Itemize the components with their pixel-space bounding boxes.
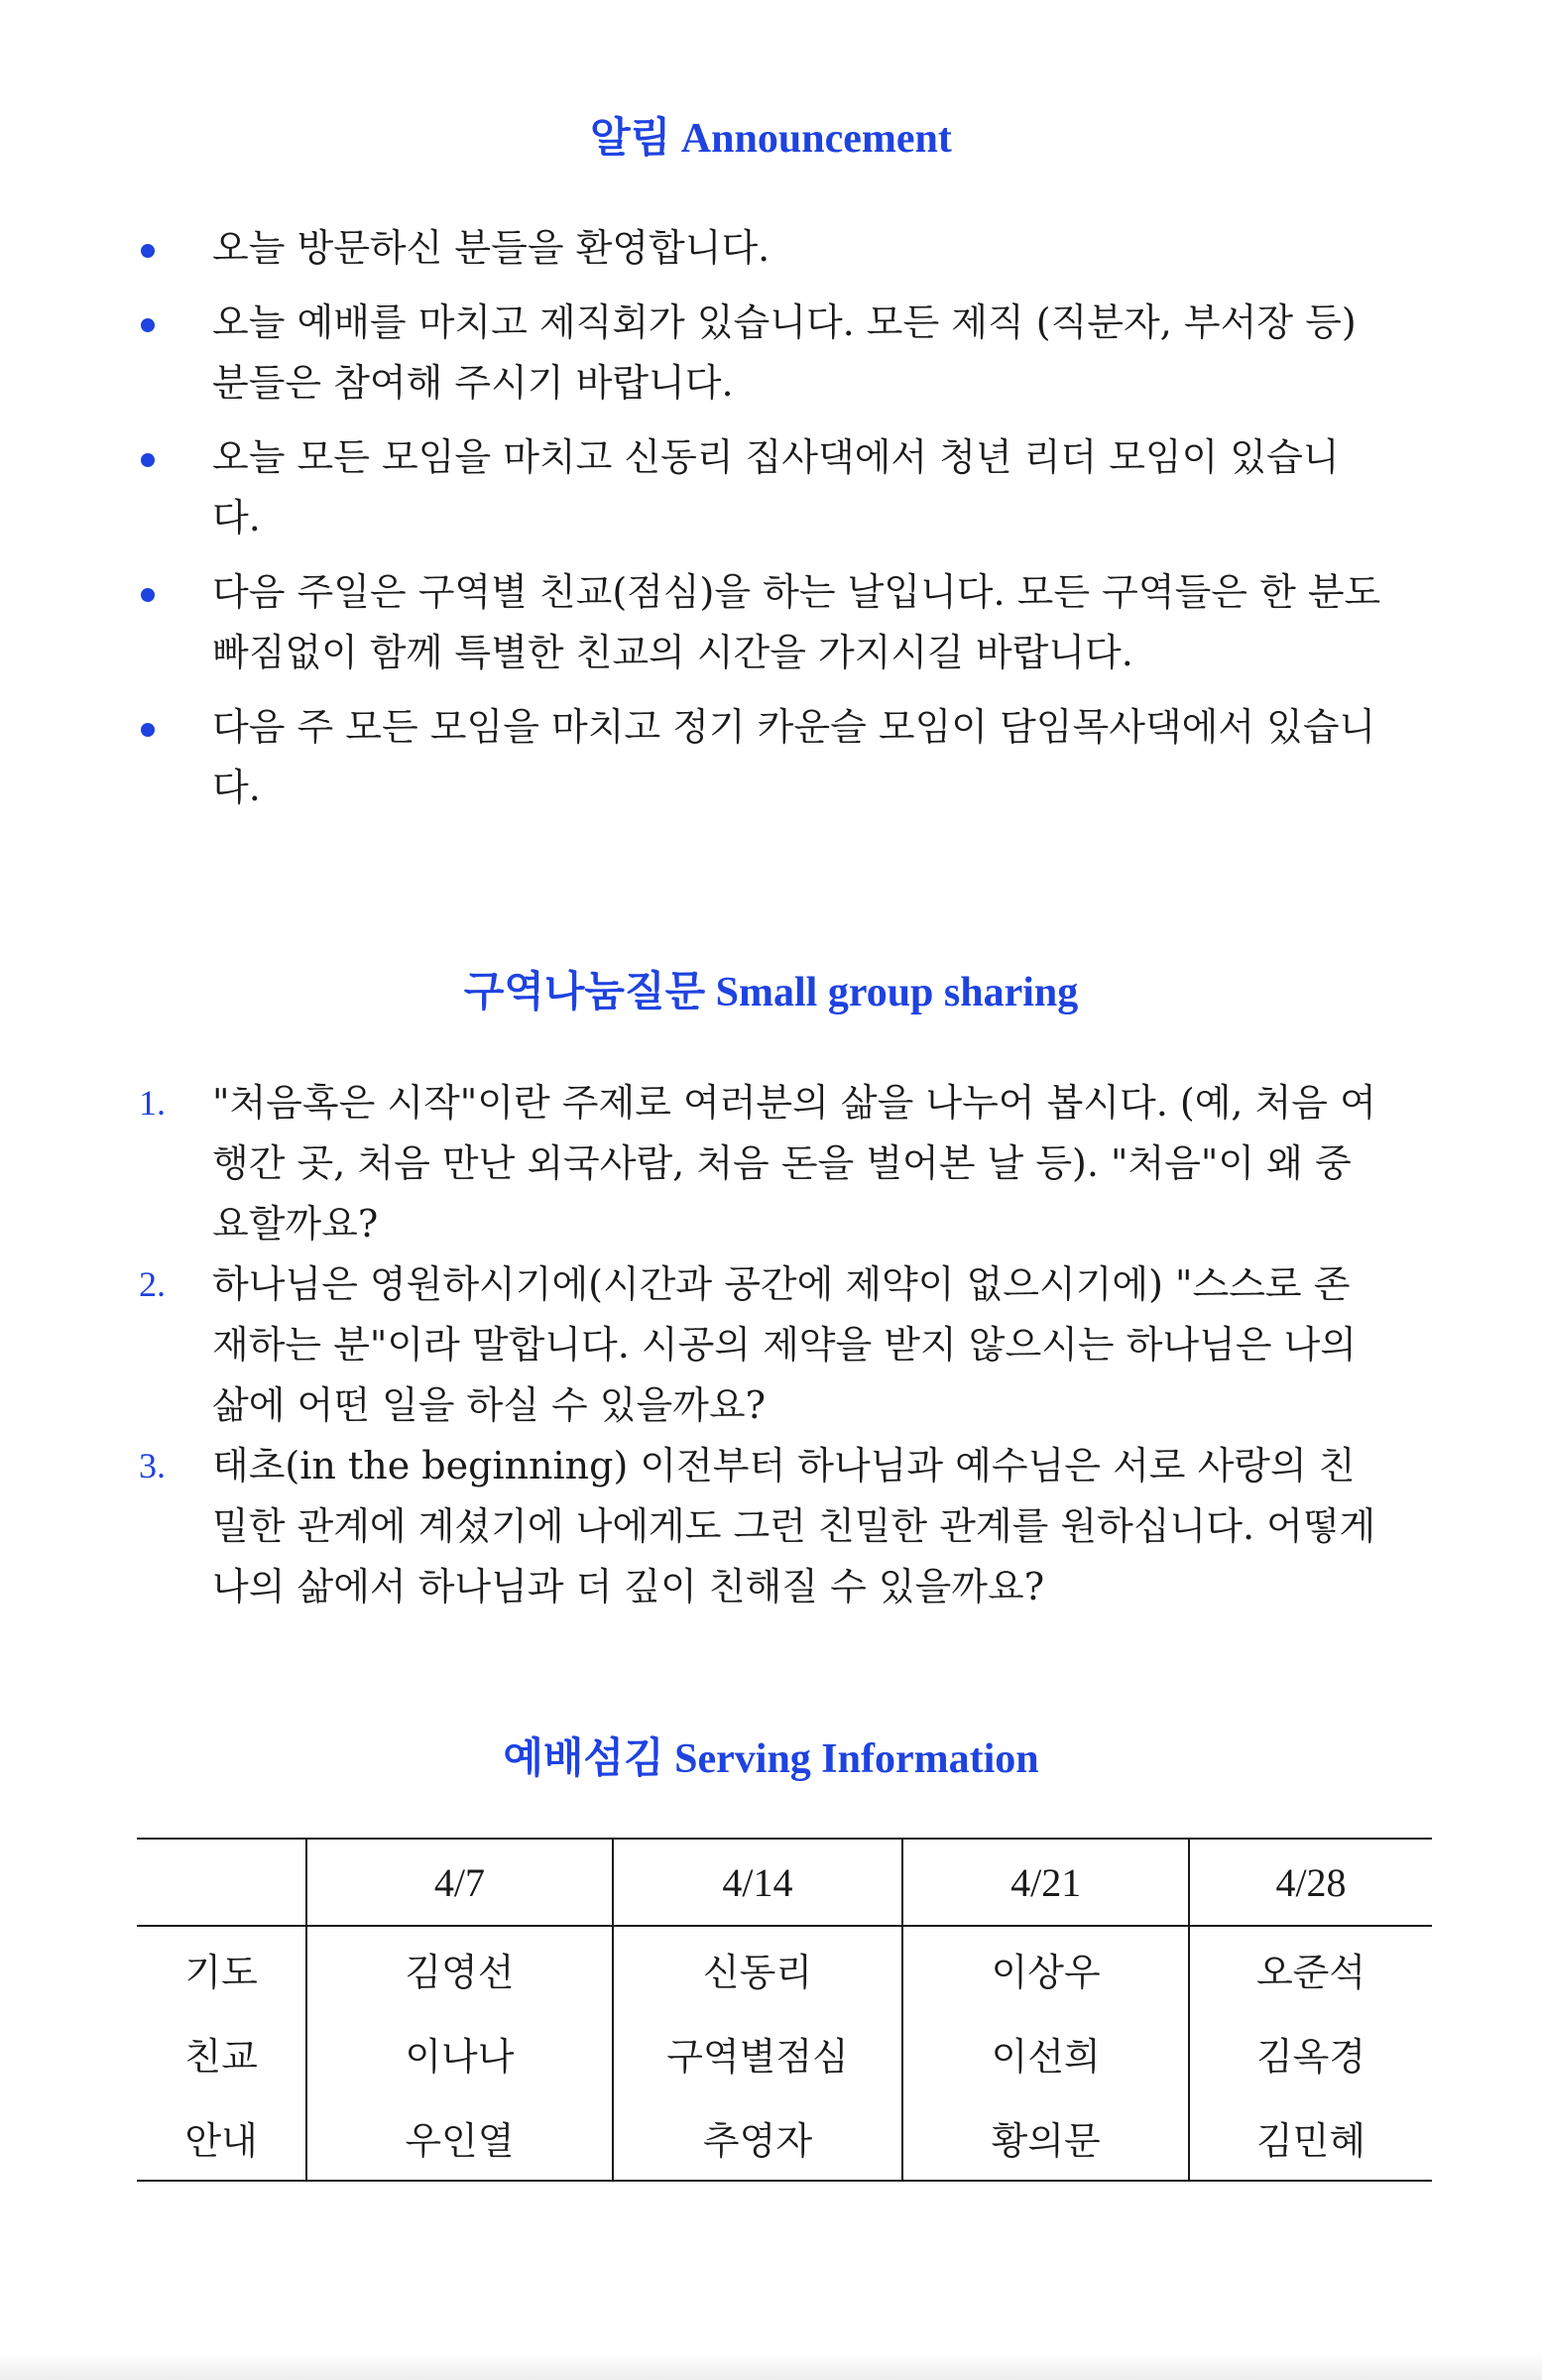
serving-name-cell: 추영자 (613, 2095, 903, 2181)
announcement-text: 다음 주 모든 모임을 마치고 정기 카운슬 모임이 담임목사댁에서 있습니다. (212, 705, 1376, 809)
table-row (137, 2011, 1432, 2095)
question-text: 태초(in the beginning) 이전부터 하나님과 예수님은 서로 사랑의 친밀한 관계에 계셨기에 나에게도 그런 친밀한 관계를 원하십니다. 어떻게 나의 삶에서 하나님과 더 깊이 친해질 수 있을까요? (212, 1444, 1376, 1608)
role-label: 친교 (184, 2035, 258, 2079)
table-row (137, 1926, 1432, 2011)
announcement-item (137, 427, 1386, 548)
bullet-icon (141, 453, 155, 467)
role-label: 기도 (184, 1951, 258, 1994)
bullet-icon (141, 723, 155, 737)
role-header-cell (137, 1839, 306, 1926)
serving-name-cell: 이선희 (902, 2011, 1189, 2095)
announcement-text: 다음 주일은 구역별 친교(점심)을 하는 날입니다. 모든 구역들은 한 분도 빠짐없이 함께 특별한 친교의 시간을 가지시길 바랍니다. (212, 570, 1381, 674)
question-number: 3. (139, 1446, 166, 1486)
question-number: 2. (139, 1264, 166, 1304)
announcement-item (137, 218, 1386, 279)
serving-name-cell: 신동리 (613, 1926, 903, 2011)
sharing-heading: 구역나눔질문 Small group sharing (463, 970, 1079, 1015)
sharing-question (137, 1073, 1386, 1254)
serving-name-cell: 이상우 (902, 1926, 1189, 2011)
serving-name-cell: 이나나 (306, 2011, 612, 2095)
announcement-item (137, 562, 1386, 683)
sharing-question-list (137, 1073, 1386, 1617)
announcement-item (137, 293, 1386, 414)
question-text: "처음혹은 시작"이란 주제로 여러분의 삶을 나누어 봅시다. (예, 처음 여행간 곳, 처음 만난 외국사람, 처음 돈을 벌어본 날 등). "처음"이 왜 중요할까요? (212, 1081, 1376, 1246)
question-number: 1. (139, 1083, 166, 1123)
announcement-text: 오늘 모든 모임을 마치고 신동리 집사댁에서 청년 리더 모임이 있습니다. (212, 435, 1340, 539)
page-bottom-shadow (0, 2354, 1542, 2380)
sharing-question (137, 1436, 1386, 1617)
announcement-list (137, 218, 1386, 832)
date-header: 4/14 (613, 1839, 903, 1926)
serving-name-cell: 김영선 (306, 1926, 612, 2011)
date-header: 4/21 (902, 1839, 1189, 1926)
role-label: 안내 (184, 2119, 258, 2163)
serving-name-cell: 오준석 (1189, 1926, 1432, 2011)
serving-name-cell: 김민혜 (1189, 2095, 1432, 2181)
table-row (137, 2095, 1432, 2181)
question-text: 하나님은 영원하시기에(시간과 공간에 제약이 없으시기에) "스스로 존재하는 분"이라 말합니다. 시공의 제약을 받지 않으시는 하나님은 나의 삶에 어떤 일을 하실 수 있을까요? (212, 1262, 1358, 1427)
sharing-question (137, 1254, 1386, 1436)
date-header: 4/28 (1189, 1839, 1432, 1926)
date-header: 4/7 (306, 1839, 612, 1926)
bullet-icon (141, 588, 155, 602)
table-header-row (137, 1839, 1432, 1926)
serving-name-cell: 구역별점심 (613, 2011, 903, 2095)
serving-table (137, 1838, 1432, 2182)
announcement-text: 오늘 방문하신 분들을 환영합니다. (212, 226, 771, 270)
serving-name-cell: 김옥경 (1189, 2011, 1432, 2095)
bullet-icon (141, 244, 155, 258)
serving-heading: 예배섬김 Serving Information (503, 1736, 1039, 1782)
announcement-item (137, 697, 1386, 818)
serving-name-cell: 우인열 (306, 2095, 612, 2181)
serving-name-cell: 황의문 (902, 2095, 1189, 2181)
announcement-text: 오늘 예배를 마치고 제직회가 있습니다. 모든 제직 (직분자, 부서장 등) 분들은 참여해 주시기 바랍니다. (212, 300, 1357, 405)
bullet-icon (141, 318, 155, 332)
announcement-heading: 알림 Announcement (590, 116, 952, 162)
